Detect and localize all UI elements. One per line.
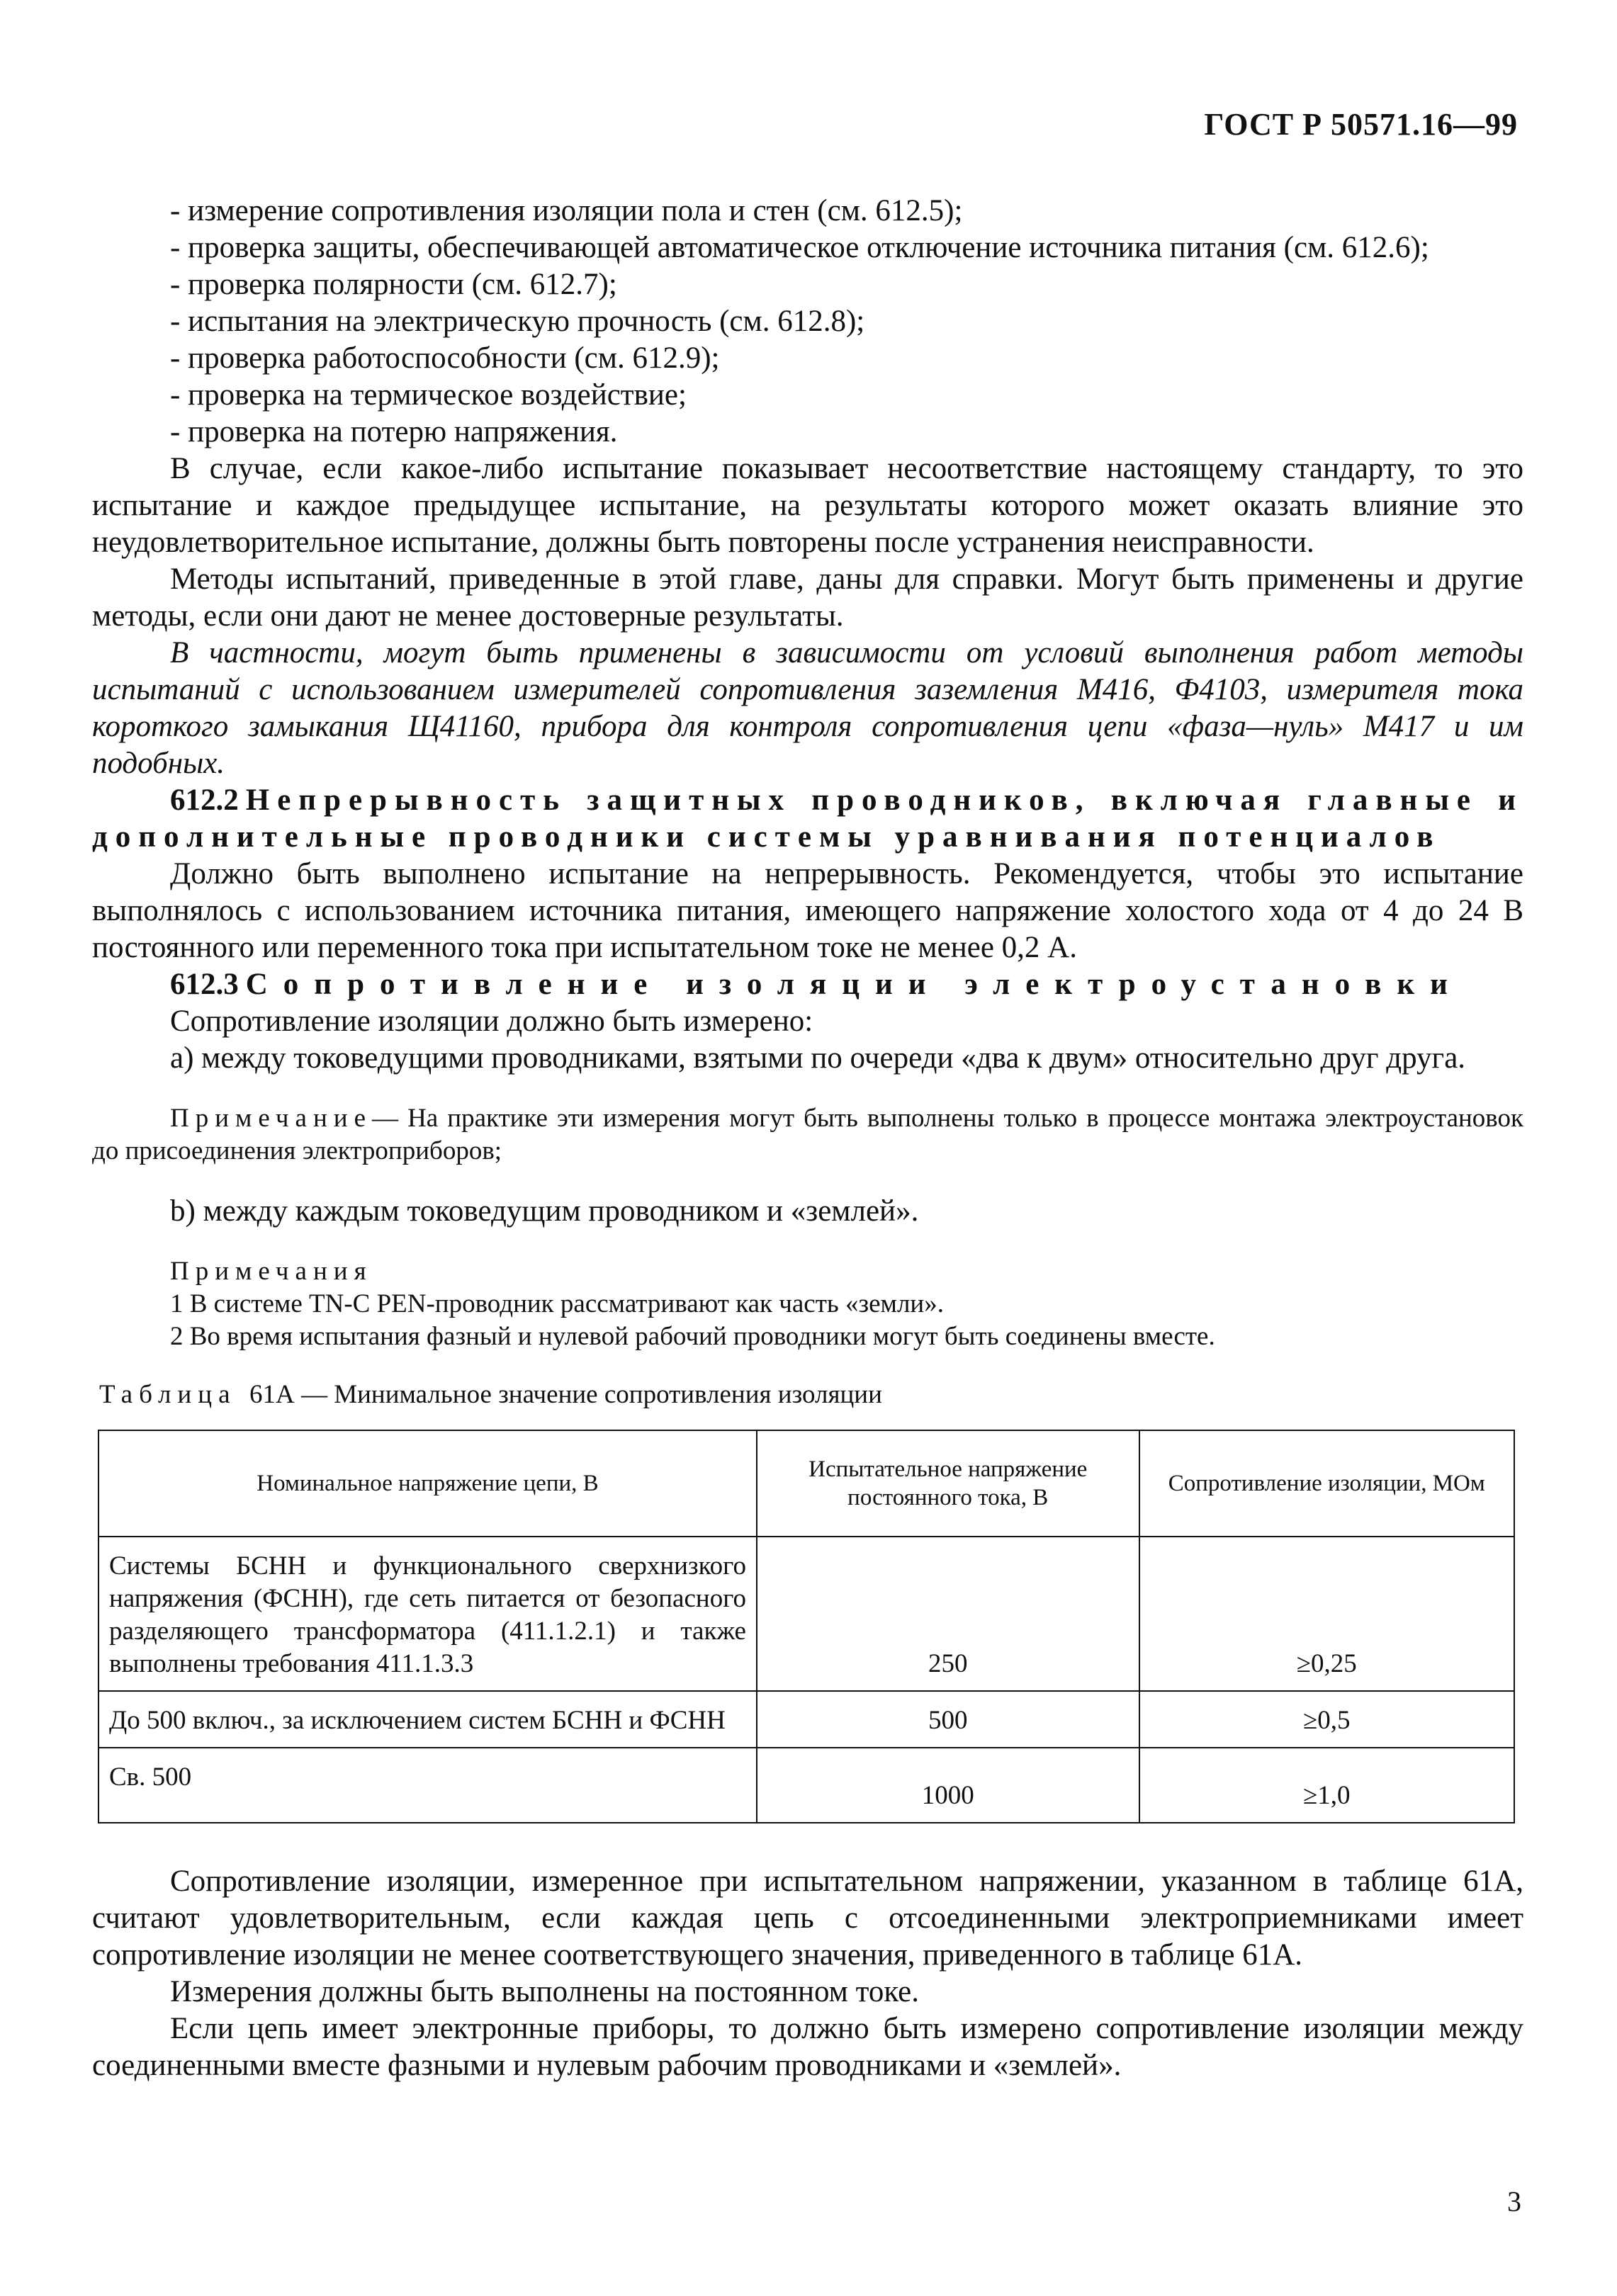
section-title: Непрерывность защитных проводников, включая главные и дополнительные проводники системы уравнивания потенциалов — [92, 784, 1523, 854]
page-body — [92, 193, 1523, 2084]
table-cell: 250 — [757, 1537, 1139, 1691]
paragraph: Методы испытаний, приведенные в этой главе, даны для справки. Могут быть применены и другие методы, если они дают не менее достоверные результаты. — [92, 562, 1523, 633]
notes-label: Примечания — [170, 1257, 373, 1286]
table-cell: До 500 включ., за исключением систем БСНН и ФСНН — [98, 1691, 757, 1748]
table-row — [98, 1537, 1514, 1691]
list-item: - проверка на термическое воздействие; — [170, 378, 687, 412]
list-item: - проверка защиты, обеспечивающей автоматическое отключение источника питания (см. 612.6); — [170, 231, 1429, 264]
list-item-a: а) между токоведущими проводниками, взятыми по очереди «два к двум» относительно друг друга. — [170, 1041, 1466, 1075]
note-label: Примечание — [170, 1104, 372, 1133]
page-number: 3 — [1507, 2185, 1521, 2217]
note-a — [92, 1102, 1523, 1167]
italic-paragraph: В частности, могут быть применены в зависимости от условий выполнения работ методы испытаний с использованием измерителей сопротивления заземления М416, Ф4103, измерителя тока короткого замыкания Щ41160, прибора для контроля сопротивления цепи «фаза—нуль» М417 и им подобных. — [92, 636, 1523, 780]
paragraph: Измерения должны быть выполнены на постоянном токе. — [170, 1975, 920, 2008]
list-item: - испытания на электрическую прочность (см. 612.8); — [170, 305, 865, 338]
table-cell: Св. 500 — [98, 1748, 757, 1823]
section-number: 612.2 — [170, 784, 239, 817]
table-cell: 1000 — [757, 1748, 1139, 1823]
section-number: 612.3 — [170, 968, 239, 1001]
list-item-b: b) между каждым токоведущим проводником и «землей». — [170, 1194, 919, 1228]
table-caption — [99, 1379, 1523, 1411]
table-cell: ≥1,0 — [1139, 1748, 1515, 1823]
table-cell: Системы БСНН и функционального сверхнизкого напряжения (ФСНН), где сеть питается от безопасного разделяющего трансформатора (411.1.2.1) и также выполнены требования 411.1.3.3 — [98, 1537, 757, 1691]
note-item: 2 Во время испытания фазный и нулевой рабочий проводники могут быть соединены вместе. — [170, 1322, 1215, 1351]
table-header-cell: Испытательное напряжение постоянного тока, В — [757, 1430, 1139, 1537]
section-title: Сопротивление изоляции электроустановки — [245, 968, 1463, 1001]
table-row — [98, 1748, 1514, 1823]
table-cell: ≥0,5 — [1139, 1691, 1515, 1748]
list-item: - проверка на потерю напряжения. — [170, 415, 618, 448]
table-caption-text: 61А — Минимальное значение сопротивления изоляции — [249, 1380, 882, 1409]
section-heading-612-3 — [92, 966, 1523, 1003]
paragraph: Если цепь имеет электронные приборы, то должно быть измерено сопротивление изоляции между соединенными вместе фазными и нулевым рабочим проводниками и «землей». — [92, 2012, 1523, 2082]
section-heading-612-2 — [92, 782, 1523, 856]
paragraph: В случае, если какое-либо испытание показывает несоответствие настоящему стандарту, то это испытание и каждое предыдущее испытание, на результаты которого может оказать влияние это неудовлетворительное испытание, должны быть повторены после устранения неисправности. — [92, 452, 1523, 559]
paragraph: Должно быть выполнено испытание на непрерывность. Рекомендуется, чтобы это испытание выполнялось с использованием источника питания, имеющего напряжение холостого хода от 4 до 24 В постоянного или переменного тока при испытательном токе не менее 0,2 А. — [92, 857, 1523, 964]
table-header-cell: Номинальное напряжение цепи, В — [98, 1430, 757, 1537]
table-header-cell: Сопротивление изоляции, МОм — [1139, 1430, 1515, 1537]
note-item: 1 В системе TN-C PEN-проводник рассматривают как часть «земли». — [170, 1289, 944, 1318]
paragraph: Сопротивление изоляции должно быть измерено: — [170, 1005, 813, 1038]
paragraph: Сопротивление изоляции, измеренное при испытательном напряжении, указанном в таблице 61А, считают удовлетворительным, если каждая цепь с отсоединенными электроприемниками имеет сопротивление изоляции не менее соответствующего значения, приведенного в таблице 61А. — [92, 1865, 1523, 1972]
list-item: - проверка работоспособности (см. 612.9); — [170, 341, 720, 375]
table-cell: 500 — [757, 1691, 1139, 1748]
table-header-row — [98, 1430, 1514, 1537]
document-header: ГОСТ Р 50571.16—99 — [1204, 107, 1518, 142]
list-item: - проверка полярности (см. 612.7); — [170, 268, 617, 301]
table-cell: ≥0,25 — [1139, 1537, 1515, 1691]
table-row — [98, 1691, 1514, 1748]
table-caption-label: Таблица — [99, 1380, 237, 1409]
note-text: — На практике эти измерения могут быть выполнены только в процессе монтажа электроустановок до присоединения электроприборов; — [92, 1104, 1523, 1165]
insulation-resistance-table — [98, 1430, 1515, 1823]
list-item: - измерение сопротивления изоляции пола и стен (см. 612.5); — [170, 194, 963, 227]
